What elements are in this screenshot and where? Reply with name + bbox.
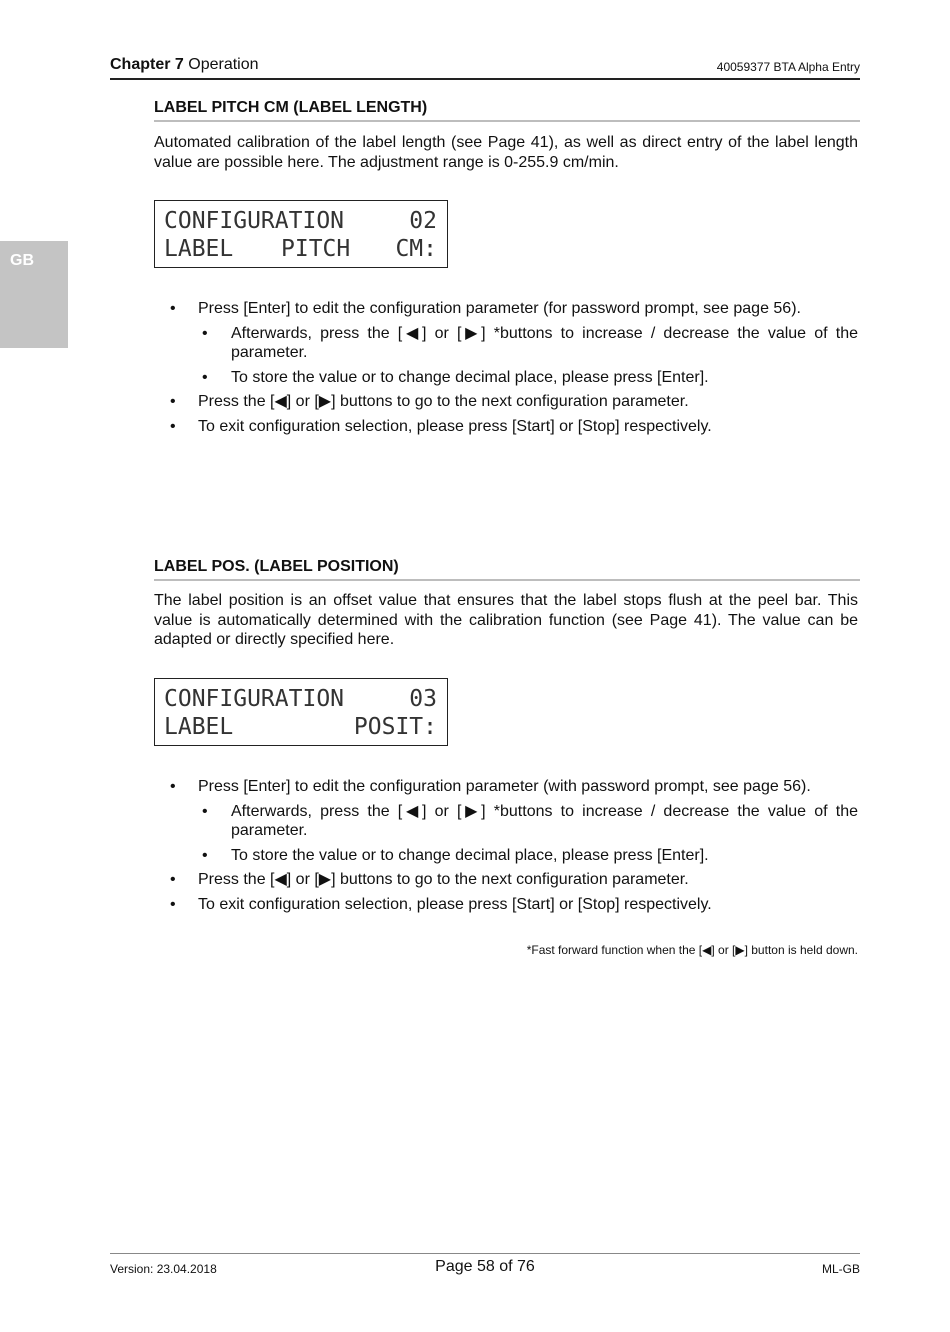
page-number: Page 58 of 76 [435,1258,535,1275]
list-item: • To store the value or to change decimal place, please press [Enter]. [202,368,709,386]
lcd-text: 03 [409,686,437,712]
language-tab: GB [0,241,68,348]
lcd-text: LABEL [164,714,234,740]
instruction-list-label-pitch [154,299,858,436]
footnote: *Fast forward function when the [◀] or [▶] button is held down. [526,943,858,957]
list-item: • To exit configuration selection, please press [Start] or [Stop] respectively. [170,417,712,435]
lcd-text: 02 [409,208,437,234]
page-footer [110,1253,860,1276]
list-item: • To store the value or to change decimal place, please press [Enter]. [202,846,709,864]
section-paragraph-label-pitch: Automated calibration of the label length (see Page 41), as well as direct entry of the label length value are possible here. The adjustment range is 0-255.9 cm/min. [154,134,858,171]
lcd-text: POSIT: [353,714,437,740]
lcd-text: CM: [395,236,437,262]
list-item: • Press the [◀] or [▶] buttons to go to the next configuration parameter. [170,871,689,888]
list-item: • Press the [◀] or [▶] buttons to go to the next configuration parameter. [170,393,689,410]
section-title-label-pitch: LABEL PITCH CM (LABEL LENGTH) [154,99,860,122]
list-item: • Press [Enter] to edit the configuration parameter (with password prompt, see page 56). [170,778,811,795]
section-title-label-position: LABEL POS. (LABEL POSITION) [154,558,860,581]
chapter-heading: Chapter 7 Operation [110,56,259,73]
version-label: Version: 23.04.2018 [110,1262,217,1276]
list-item: • Afterwards, press the [◀] or [▶] *buttons to increase / decrease the value of the parameter. [202,802,858,839]
list-item: • Afterwards, press the [◀] or [▶] *buttons to increase / decrease the value of the parameter. [202,324,858,361]
lcd-display-label-position [154,678,448,746]
language-code: ML-GB [821,1262,860,1276]
page-header [110,56,860,80]
list-item: • Press [Enter] to edit the configuration parameter (for password prompt, see page 56). [170,300,801,317]
lcd-text: LABEL [164,236,234,262]
lcd-text: CONFIGURATION [164,686,345,712]
list-item: • To exit configuration selection, please press [Start] or [Stop] respectively. [170,895,712,913]
lcd-text: CONFIGURATION [164,208,345,234]
document-reference: 40059377 BTA Alpha Entry [716,60,860,74]
section-paragraph-label-position: The label position is an offset value that ensures that the label stops flush at the peel bar. This value is automatically determined with the calibration function (see Page 41). The value can be adapted or directly specified here. [154,592,858,648]
instruction-list-label-position [154,777,858,914]
lcd-text: PITCH [281,236,351,262]
lcd-display-label-pitch [154,200,448,268]
